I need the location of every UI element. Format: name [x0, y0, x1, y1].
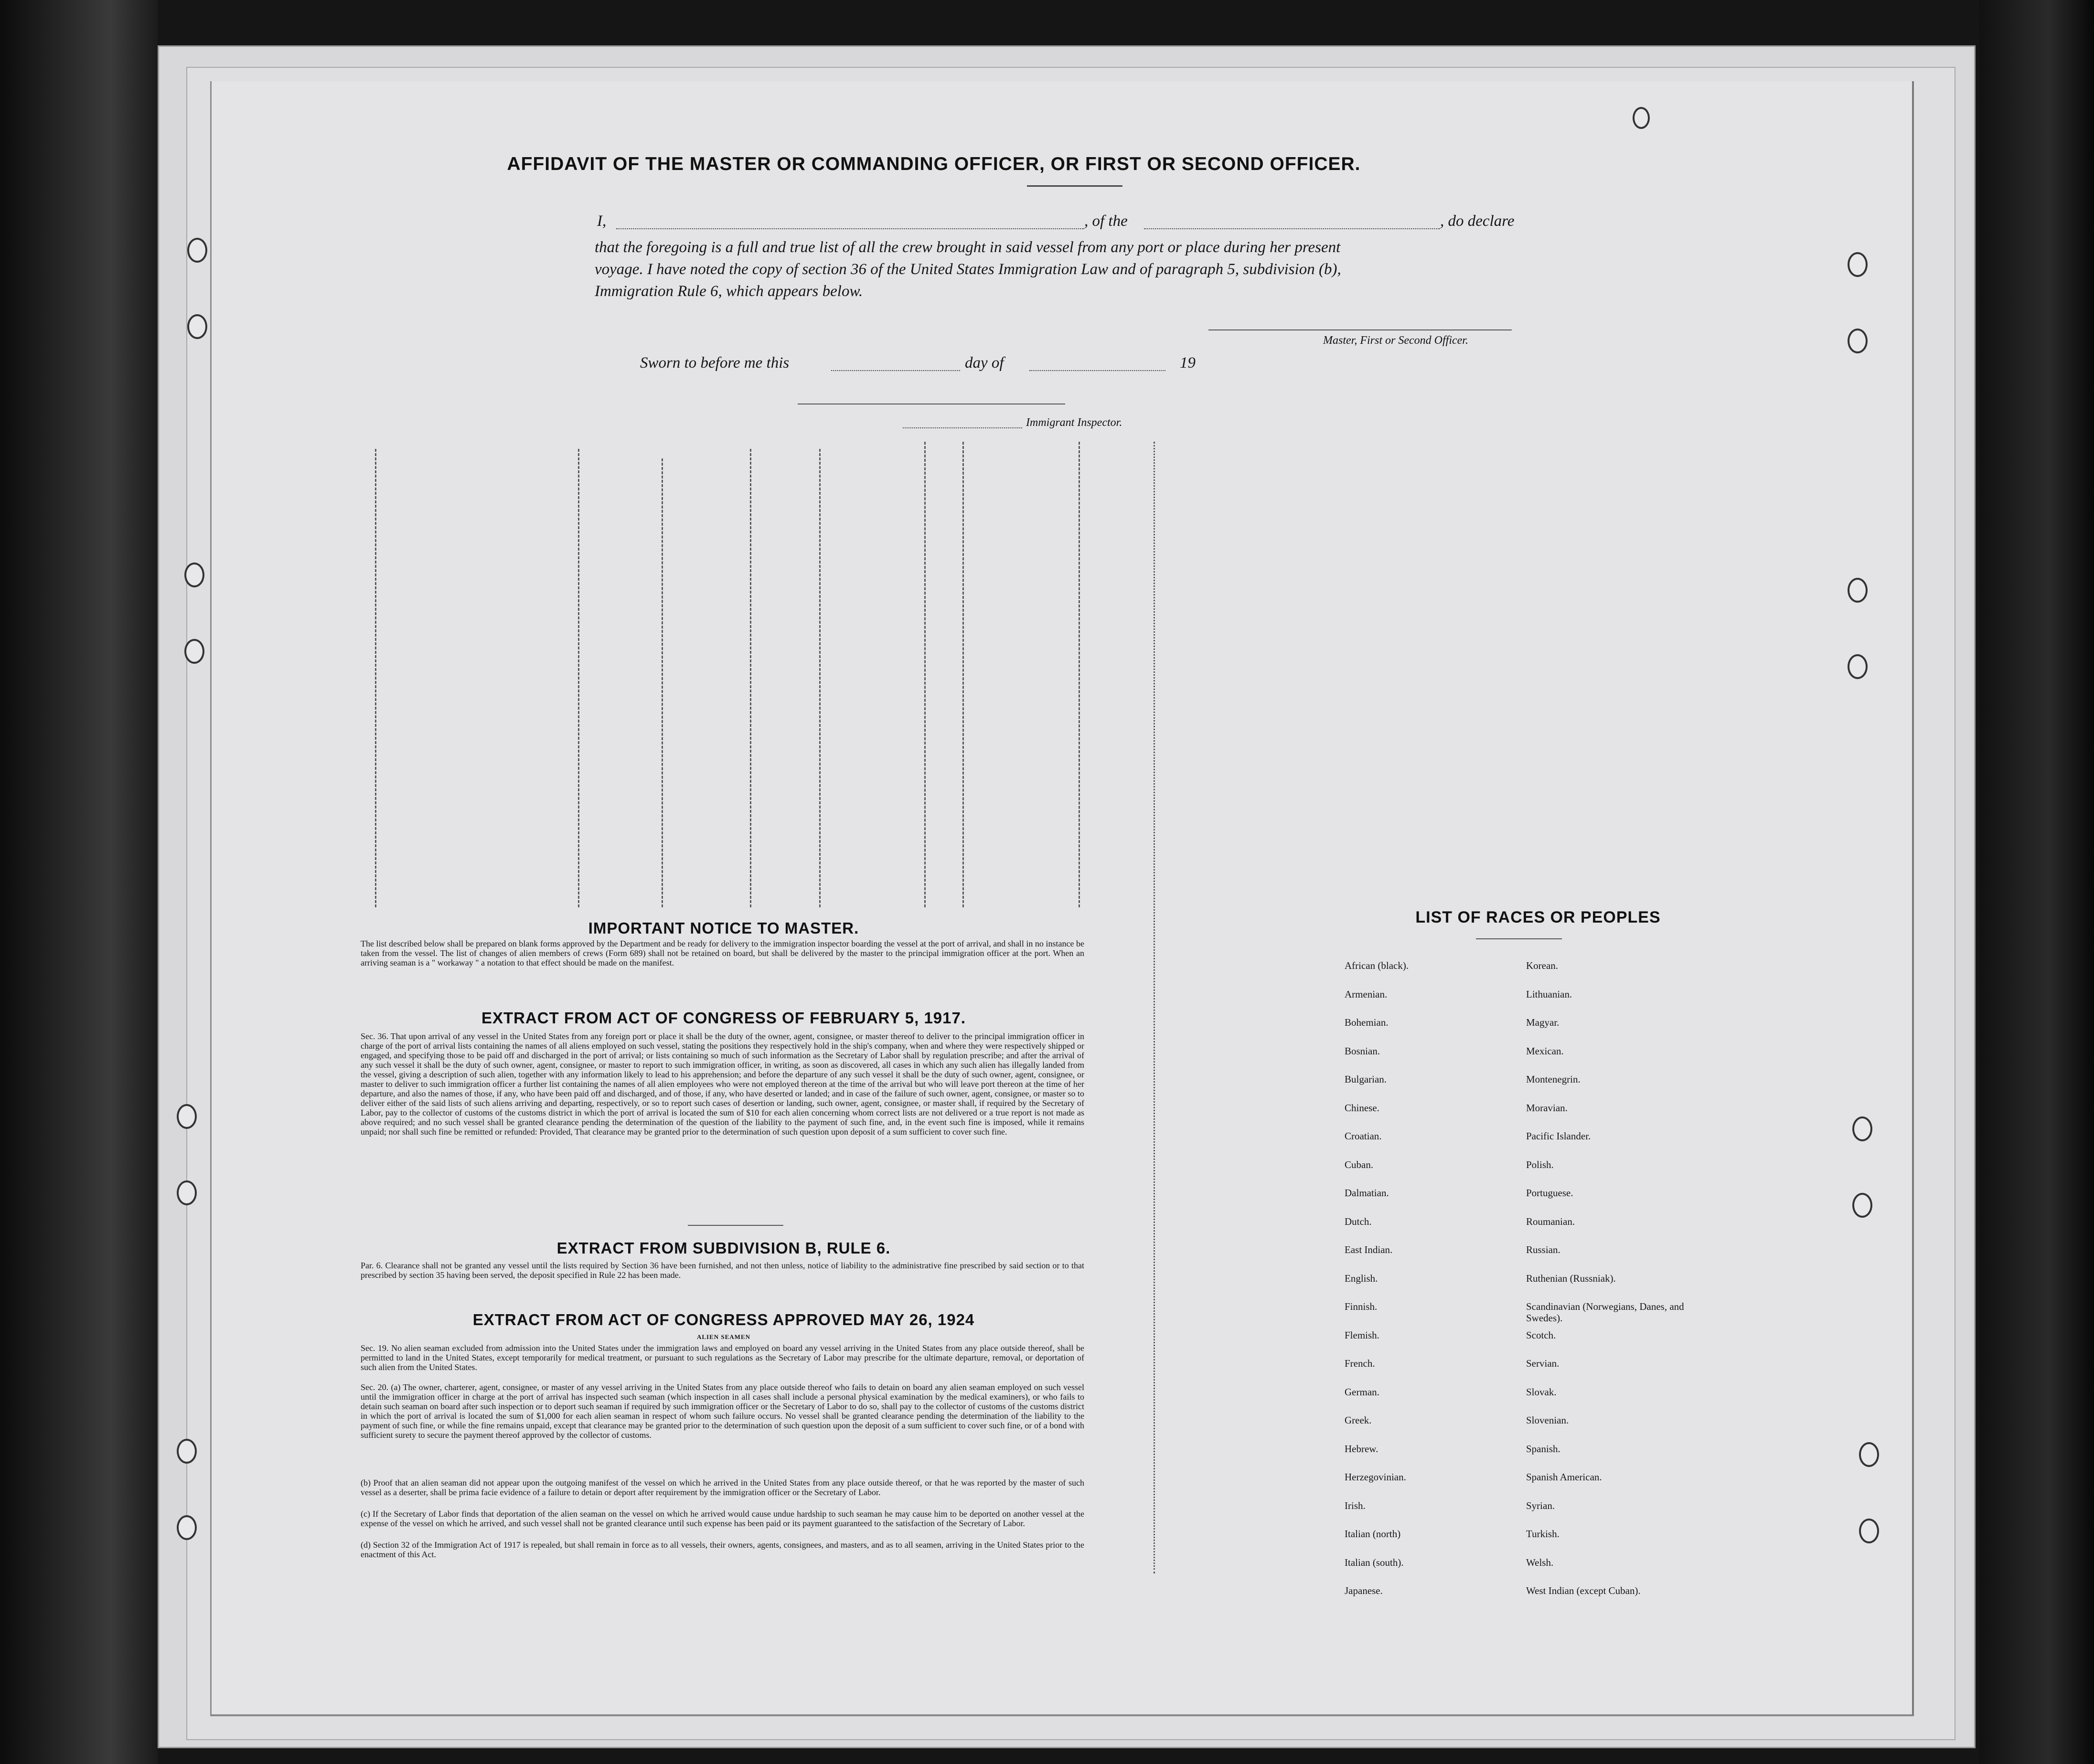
day-of-text: day of	[965, 354, 1004, 372]
race-item: Montenegrin.	[1526, 1073, 1581, 1085]
race-item: Italian (south).	[1345, 1557, 1404, 1568]
punch-hole-icon	[177, 1180, 197, 1205]
section-20a-text: Sec. 20. (a) The owner, charterer, agent, consignee, or master of any vessel arriving in the United States from any place outside thereof who fails to detain on board any alien seaman employed on such vessel until the immigration officer in charge at the port of arrival has inspected such seaman (which inspection in all cases shall include a personal physical examination by the medical examiners), or who fails to detain such seaman on board after such inspection or to deport such seaman if required by such immigration officer or the Secretary of Labor to do so, shall pay to the collector of customs of the customs district in which the port of arrival is located the sum of $1,000 for each alien seaman in respect of whom such failure occurs. No vessel shall be granted clearance pending the determination of the liability to the payment of such fine, or while the fine remains unpaid, except that clearance may be granted prior to the determination of such question upon the deposit of a sum sufficient to cover such fine, or of a bond with sufficient surety to secure the payment thereof approved by the collector of customs.	[361, 1382, 1084, 1440]
section-20d-text: (d) Section 32 of the Immigration Act of 1917 is repealed, but shall remain in force as to all vessels, their owners, agents, consignees, and masters, and as to all seamen, arriving in the United States prior to the enactment of this Act.	[361, 1540, 1084, 1559]
section-rule	[688, 1225, 783, 1226]
race-item: English.	[1345, 1273, 1378, 1284]
race-item: Syrian.	[1526, 1500, 1555, 1511]
punch-hole-icon	[1848, 252, 1868, 277]
punch-hole-icon	[177, 1104, 197, 1129]
inspector-caption: Immigrant Inspector.	[1026, 416, 1122, 429]
race-item: Armenian.	[1345, 988, 1388, 1000]
punch-hole-icon	[1848, 578, 1868, 603]
race-item: Slovak.	[1526, 1386, 1557, 1398]
notice-text: The list described below shall be prepared on blank forms approved by the Department and be ready for delivery to the immigration inspector boarding the vessel at the port of arrival, and shall in no instance be taken from the vessel. The list of changes of alien members of crews (Form 689) shall not be retained on board, but shall be delivered by the master to the principal immigration officer at the port. When an arriving seaman is a " workaway " a notation to that effect should be made on the manifest.	[361, 939, 1084, 967]
race-item: Magyar.	[1526, 1017, 1560, 1028]
race-item: Dutch.	[1345, 1216, 1372, 1227]
race-item: Herzegovinian.	[1345, 1471, 1406, 1483]
race-item: Roumanian.	[1526, 1216, 1575, 1227]
year-prefix: 19	[1180, 354, 1196, 372]
race-item: Irish.	[1345, 1500, 1366, 1511]
column-rule	[962, 442, 964, 907]
race-item: German.	[1345, 1386, 1379, 1398]
extract-1917-title: EXTRACT FROM ACT OF CONGRESS OF FEBRUARY 5, 1917.	[481, 1009, 966, 1027]
race-item: Korean.	[1526, 960, 1559, 971]
race-item: Servian.	[1526, 1358, 1560, 1369]
punch-hole-icon	[1633, 107, 1650, 129]
race-item: Polish.	[1526, 1159, 1554, 1170]
affidavit-line-3: voyage. I have noted the copy of section 36 of the United States Immigration Law and of paragraph 5, subdivision (b),	[595, 261, 1341, 278]
race-item: Welsh.	[1526, 1557, 1554, 1568]
punch-hole-icon	[184, 639, 204, 664]
alien-seamen-subtitle: ALIEN SEAMEN	[696, 1333, 751, 1340]
scanner-edge-left	[0, 0, 158, 1764]
section-20b-text: (b) Proof that an alien seaman did not appear upon the outgoing manifest of the vessel on which he arrived in the United States from any place outside thereof, or that he was reported by the master of such vessel as a deserter, shall be prima facie evidence of a failure to detain or deport after requirement by the immigration officer or the Secretary of Labor.	[361, 1478, 1084, 1497]
punch-hole-icon	[177, 1515, 197, 1540]
extract-1924-title: EXTRACT FROM ACT OF CONGRESS APPROVED MAY 26, 1924	[472, 1311, 975, 1328]
section-20c-text: (c) If the Secretary of Labor finds that deportation of the alien seaman on the vessel on which he arrived would cause undue hardship to such seaman he may cause him to be deported on another vessel at the expense of the vessel on which he arrived, and such vessel shall not be granted clearance until such expense has been paid or its payment guaranteed to the satisfaction of the Secretary of Labor.	[361, 1509, 1084, 1528]
race-item: Finnish.	[1345, 1301, 1378, 1312]
column-rule	[375, 449, 376, 907]
race-item: Portuguese.	[1526, 1187, 1573, 1199]
race-item: Bosnian.	[1345, 1045, 1380, 1057]
punch-hole-icon	[1859, 1519, 1879, 1543]
name-line	[616, 228, 1084, 229]
race-item: Italian (north)	[1345, 1528, 1401, 1540]
sworn-text: Sworn to before me this	[640, 354, 790, 372]
section-36-text: Sec. 36. That upon arrival of any vessel in the United States from any foreign port or place it shall be the duty of the owner, agent, consignee, or master thereof to deliver to the principal immigration officer in charge of the port of arrival lists containing the names of all aliens employed on such vessel, stating the positions they respectively hold in the ship's company, when and where they were respectively shipped or engaged, and specifying those to be paid off and discharged in the port of arrival; or lists containing so much of such information as the Secretary of Labor shall by regulation prescribe; and after the arrival of any such vessel it shall be the duty of such owner, agent, consignee, or master to report to such immigration officer, in writing, as soon as discovered, all cases in which any such alien has illegally landed from the vessel, giving a description of such alien, together with any information likely to lead to his apprehension; and before the departure of any such vessel it shall be the duty of such owner, agent, consignee, or master to deliver to such immigration officer a further list containing the names of all alien employees who were not employed thereon at the time of the arrival but who will leave port thereon at the time of her departure, and also the names of those, if any, who have been paid off and discharged, and of those, if any, who have deserted or landed; and in case of the failure of such owner, agent, consignee, or master so to deliver either of the said lists of such aliens arriving and departing, respectively, or so to report such cases of desertion or landing, such owner, agent, consignee, or master shall, if required by the Secretary of Labor, pay to the collector of customs of the customs district in which the port of arrival is located the sum of $10 for each alien concerning whom correct lists are not delivered or a true report is not made as above required; and no such vessel shall be granted clearance pending the determination of the question of the liability to the payment of such fine, and, in the event such fine is imposed, while it remains unpaid; nor shall such fine be remitted or refunded: Provided, That clearance may be granted prior to the determination of such question upon deposit of a sum sufficient to cover such fine.	[361, 1031, 1084, 1137]
affidavit-title: AFFIDAVIT OF THE MASTER OR COMMANDING OFFICER, OR FIRST OR SECOND OFFICER.	[507, 154, 1361, 174]
race-item: Mexican.	[1526, 1045, 1564, 1057]
affidavit-i: I,	[597, 213, 607, 230]
affidavit-declare: , do declare	[1440, 213, 1515, 230]
master-caption: Master, First or Second Officer.	[1323, 334, 1468, 347]
race-item: Turkish.	[1526, 1528, 1560, 1540]
column-rule	[1079, 442, 1080, 907]
vessel-line	[1144, 228, 1440, 229]
extract-rule6-title: EXTRACT FROM SUBDIVISION B, RULE 6.	[556, 1239, 891, 1257]
race-item: Bohemian.	[1345, 1017, 1389, 1028]
affidavit-of-the: , of the	[1084, 213, 1128, 230]
inspector-signature-line	[903, 427, 1022, 428]
column-rule	[750, 449, 751, 907]
punch-hole-icon	[1848, 654, 1868, 679]
punch-hole-icon	[177, 1439, 197, 1464]
sworn-day-line	[831, 370, 960, 371]
race-item: Greek.	[1345, 1414, 1372, 1426]
races-title: LIST OF RACES OR PEOPLES	[1415, 908, 1661, 926]
race-item: Ruthenian (Russniak).	[1526, 1273, 1616, 1284]
race-item: Hebrew.	[1345, 1443, 1378, 1455]
column-rule	[819, 449, 821, 907]
race-item: Chinese.	[1345, 1102, 1379, 1114]
month-line	[1029, 370, 1165, 371]
race-item: Pacific Islander.	[1526, 1130, 1591, 1142]
affidavit-line-4: Immigration Rule 6, which appears below.	[595, 283, 863, 300]
race-item: Russian.	[1526, 1244, 1560, 1255]
notice-title: IMPORTANT NOTICE TO MASTER.	[588, 919, 859, 937]
punch-hole-icon	[1859, 1442, 1879, 1467]
race-item: Flemish.	[1345, 1329, 1379, 1341]
rule6-text: Par. 6. Clearance shall not be granted any vessel until the lists required by Section 36 have been furnished, and not then unless, notice of liability to the administrative fine prescribed by said section or to that prescribed by section 35 having been served, the deposit specified in Rule 22 has been made.	[361, 1261, 1084, 1280]
scanner-edge-right	[1979, 0, 2094, 1764]
column-rule	[1154, 442, 1155, 1573]
column-rule	[924, 442, 926, 907]
column-rule	[662, 458, 663, 907]
race-item: Cuban.	[1345, 1159, 1374, 1170]
race-item: West Indian (except Cuban).	[1526, 1585, 1641, 1596]
affidavit-line-2: that the foregoing is a full and true list of all the crew brought in said vessel from any port or place during her present	[595, 239, 1341, 256]
title-rule	[1027, 185, 1122, 187]
race-item: African (black).	[1345, 960, 1409, 971]
race-item: Japanese.	[1345, 1585, 1383, 1596]
race-item: Croatian.	[1345, 1130, 1382, 1142]
race-item: Spanish American.	[1526, 1471, 1602, 1483]
punch-hole-icon	[1852, 1116, 1872, 1141]
punch-hole-icon	[187, 238, 207, 263]
column-rule	[578, 449, 579, 907]
race-item: Slovenian.	[1526, 1414, 1569, 1426]
punch-hole-icon	[1848, 329, 1868, 353]
race-item: Dalmatian.	[1345, 1187, 1389, 1199]
race-item: Lithuanian.	[1526, 988, 1572, 1000]
race-item: Scandinavian (Norwegians, Danes, and Swedes).	[1526, 1301, 1684, 1324]
punch-hole-icon	[184, 563, 204, 587]
punch-hole-icon	[187, 314, 207, 339]
race-item: Scotch.	[1526, 1329, 1556, 1341]
section-19-text: Sec. 19. No alien seaman excluded from admission into the United States under the immigration laws and employed on board any vessel arriving in the United States from any place outside thereof, shall be permitted to land in the United States, except temporarily for medical treatment, or pursuant to such regulations as the Secretary of Labor may prescribe for the ultimate departure, removal, or deportation of such alien from the United States.	[361, 1343, 1084, 1372]
punch-hole-icon	[1852, 1193, 1872, 1218]
race-item: Moravian.	[1526, 1102, 1568, 1114]
races-title-rule	[1476, 938, 1562, 939]
race-item: Spanish.	[1526, 1443, 1560, 1455]
master-signature-line	[1208, 329, 1512, 330]
race-item: French.	[1345, 1358, 1375, 1369]
race-item: Bulgarian.	[1345, 1073, 1387, 1085]
race-item: East Indian.	[1345, 1244, 1393, 1255]
